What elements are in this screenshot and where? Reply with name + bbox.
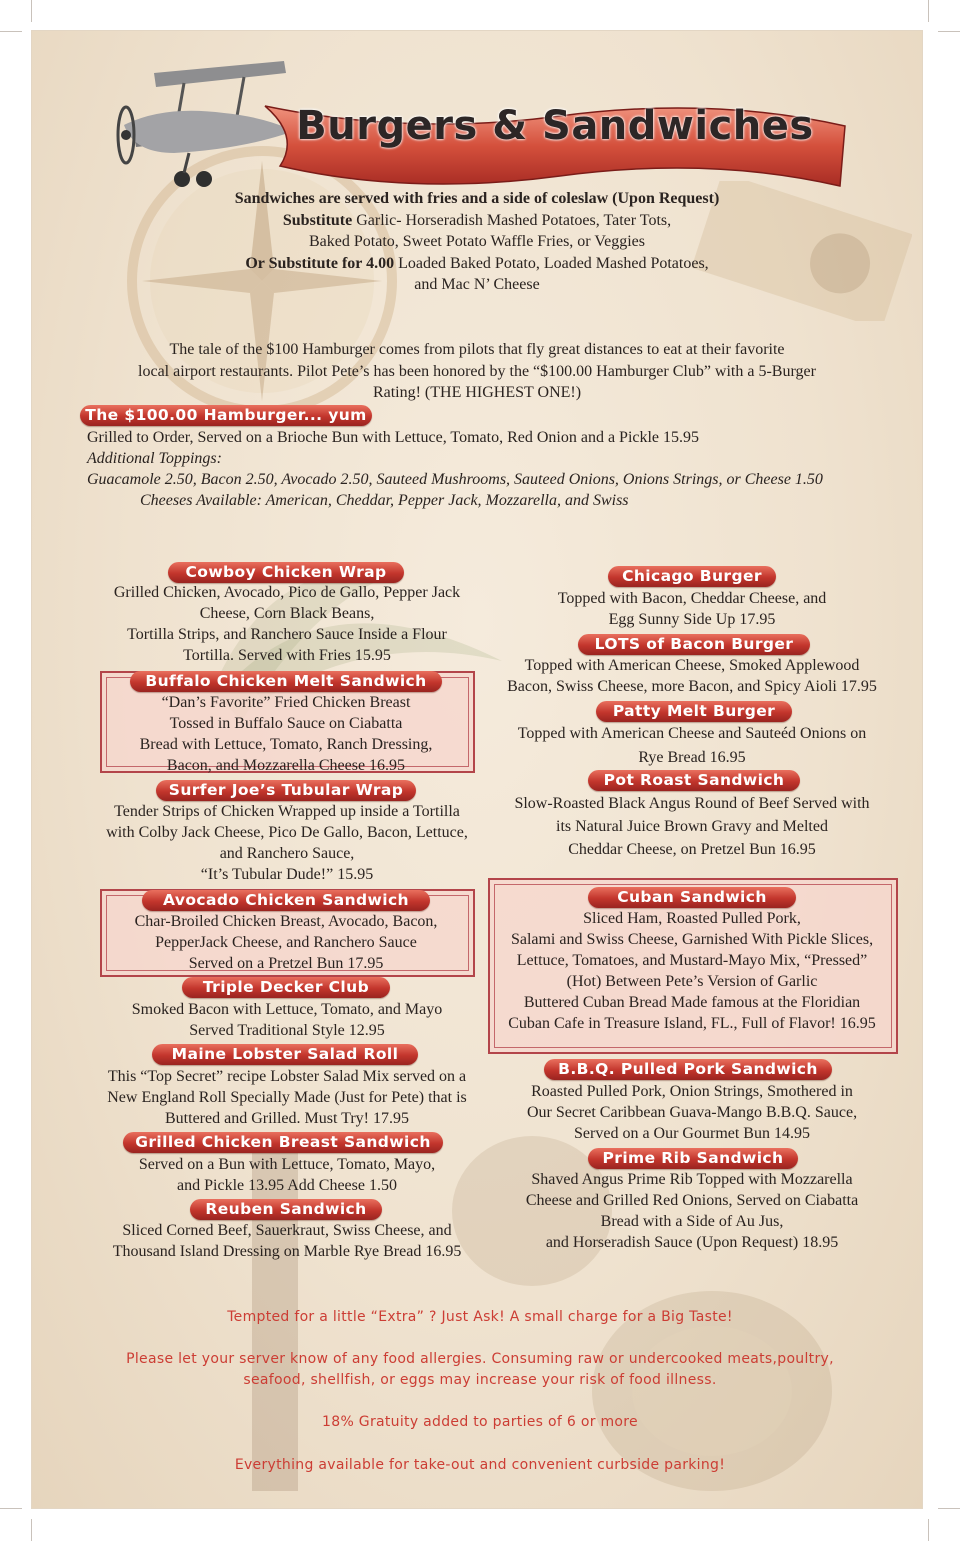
crop-mark	[0, 1508, 22, 1509]
item-desc	[492, 908, 892, 1034]
item-title: Avocado Chicken Sandwich	[142, 890, 430, 911]
story-line: The tale of the $100 Hamburger comes from pilots that fly great distances to eat at their favorite	[169, 341, 785, 358]
desc-line: with Colby Jack Cheese, Pico De Gallo, Bacon, Lettuce,	[106, 824, 468, 841]
item-desc	[82, 999, 492, 1041]
item-desc	[484, 588, 900, 630]
desc-line: Served on a Our Gourmet Bun 14.95	[574, 1125, 810, 1142]
desc-line: Buttered and Grilled. Must Try! 17.95	[165, 1110, 409, 1127]
allergy-note: Please let your server know of any food allergies. Consuming raw or undercooked meats,poultry,	[126, 1351, 834, 1367]
desc-line: Bread with a Side of Au Jus,	[600, 1213, 784, 1230]
item-title: Grilled Chicken Breast Sandwich	[123, 1132, 443, 1153]
desc-line: Bacon, and Mozzarella Cheese 16.95	[166, 757, 406, 774]
item-title: Reuben Sandwich	[190, 1199, 382, 1220]
desc-line: Tossed in Buffalo Sauce on Ciabatta	[169, 715, 403, 732]
story-text	[32, 339, 922, 404]
crop-mark	[938, 1508, 960, 1509]
intro-label: Or Substitute for 4.00	[245, 254, 395, 272]
desc-line: PepperJack Cheese, and Ranchero Sauce	[155, 934, 417, 951]
desc-line: Cheddar Cheese, on Pretzel Bun 16.95	[568, 841, 816, 858]
item-title: Cowboy Chicken Wrap	[168, 562, 404, 583]
item-title: Triple Decker Club	[182, 977, 390, 998]
desc-line: Topped with American Cheese, Smoked Applewood	[524, 657, 860, 674]
toppings-list: Guacamole 2.50, Bacon 2.50, Avocado 2.50, Sauteed Mushrooms, Sauteed Onions, Onions Strings, or Cheese 1.50	[87, 471, 823, 488]
desc-line: Rye Bread 16.95	[638, 749, 746, 766]
item-title: Pot Roast Sandwich	[588, 770, 800, 791]
crop-mark	[928, 1519, 929, 1541]
desc-line: Roasted Pulled Pork, Onion Strings, Smothered in	[531, 1083, 853, 1100]
desc-line: Served on a Bun with Lettuce, Tomato, Mayo,	[138, 1156, 436, 1173]
desc-line: Topped with American Cheese and Sauteéd Onions on	[517, 725, 867, 742]
intro-line: Loaded Baked Potato, Loaded Mashed Potatoes,	[394, 254, 709, 272]
desc-line: Buttered Cuban Bread Made famous at the Floridian	[523, 994, 861, 1011]
intro-label: Substitute	[282, 211, 353, 229]
desc-line: Sliced Ham, Roasted Pulled Pork,	[583, 910, 801, 927]
item-desc	[484, 1081, 900, 1144]
item-desc	[474, 655, 910, 697]
desc-line: Slow-Roasted Black Angus Round of Beef Served with	[514, 795, 870, 812]
page-title: Burgers & Sandwiches	[296, 103, 814, 149]
item-title: Patty Melt Burger	[596, 701, 792, 722]
story-line: Rating! (THE HIGHEST ONE!)	[372, 384, 582, 401]
desc-line: “It’s Tubular Dude!” 15.95	[200, 866, 374, 883]
gratuity-note: 18% Gratuity added to parties of 6 or more	[322, 1414, 638, 1430]
desc-line: and Ranchero Sauce,	[219, 845, 355, 862]
crop-mark	[31, 1519, 32, 1541]
item-title: B.B.Q. Pulled Pork Sandwich	[544, 1059, 832, 1080]
item-desc	[484, 1169, 900, 1253]
desc-line: Grilled Chicken, Avocado, Pico de Gallo, Pepper Jack	[113, 584, 461, 601]
desc-line: Our Secret Caribbean Guava-Mango B.B.Q. Sauce,	[526, 1104, 858, 1121]
desc-line: Lettuce, Tomatoes, and Mustard-Mayo Mix, “Pressed”	[516, 952, 868, 969]
item-title: Maine Lobster Salad Roll	[152, 1044, 418, 1065]
item-title: Cuban Sandwich	[588, 887, 796, 908]
desc-line: Egg Sunny Side Up 17.95	[608, 611, 776, 628]
desc-line: Served on a Pretzel Bun 17.95	[188, 955, 384, 972]
desc-line: Tortilla Strips, and Ranchero Sauce Inside a Flour	[127, 626, 447, 643]
crop-mark	[938, 31, 960, 32]
item-desc	[72, 801, 502, 885]
crop-mark	[0, 31, 22, 32]
intro-line: Sandwiches are served with fries and a side of coleslaw (Upon Request)	[234, 190, 720, 207]
item-title: Surfer Joe’s Tubular Wrap	[156, 780, 416, 801]
desc-line: its Natural Juice Brown Gravy and Melted	[556, 818, 828, 835]
desc-line: Served Traditional Style 12.95	[189, 1022, 385, 1039]
desc-line: This “Top Secret” recipe Lobster Salad Mix served on a	[107, 1068, 467, 1085]
intro-line: and Mac N’ Cheese	[414, 276, 540, 293]
item-title: Buffalo Chicken Melt Sandwich	[130, 671, 442, 692]
item-title: LOTS of Bacon Burger	[578, 634, 810, 655]
desc-line: Char-Broiled Chicken Breast, Avocado, Bacon,	[134, 913, 438, 930]
intro-text	[32, 188, 922, 296]
item-desc	[484, 722, 900, 770]
item-title: The $100.00 Hamburger... yum	[80, 405, 372, 426]
extra-note: Tempted for a little “Extra” ? Just Ask! A small charge for a Big Taste!	[227, 1309, 733, 1325]
crop-mark	[928, 0, 929, 22]
crop-mark	[31, 0, 32, 22]
desc-line: Salami and Swiss Cheese, Garnished With Pickle Slices,	[510, 931, 874, 948]
featured-desc: Grilled to Order, Served on a Brioche Bun with Lettuce, Tomato, Red Onion and a Pickle 15.95	[87, 429, 700, 446]
desc-line: Cuban Cafe in Treasure Island, FL., Full of Flavor! 16.95	[508, 1015, 876, 1032]
intro-line: Baked Potato, Sweet Potato Waffle Fries, or Veggies	[309, 233, 645, 250]
item-desc	[104, 692, 468, 776]
item-desc	[104, 911, 468, 974]
desc-line: Topped with Bacon, Cheddar Cheese, and	[557, 590, 827, 607]
desc-line: “Dan’s Favorite” Fried Chicken Breast	[161, 694, 411, 711]
desc-line: and Horseradish Sauce (Upon Request) 18.95	[545, 1234, 839, 1251]
takeout-note: Everything available for take-out and convenient curbside parking!	[234, 1457, 726, 1473]
desc-line: Smoked Bacon with Lettuce, Tomato, and Mayo	[131, 1001, 443, 1018]
desc-line: Cheese, Corn Black Beans,	[199, 605, 375, 622]
item-desc	[72, 1220, 502, 1262]
desc-line: (Hot) Between Pete’s Version of Garlic	[566, 973, 818, 990]
item-title: Chicago Burger	[608, 566, 776, 587]
desc-line: Tortilla. Served with Fries 15.95	[183, 647, 391, 664]
item-desc	[82, 1154, 492, 1196]
item-desc	[72, 1066, 502, 1129]
cheeses-list: Cheeses Available: American, Cheddar, Pepper Jack, Mozzarella, and Swiss	[140, 492, 629, 509]
desc-line: Bread with Lettuce, Tomato, Ranch Dressing,	[139, 736, 433, 753]
allergy-note: seafood, shellfish, or eggs may increase your risk of food illness.	[243, 1372, 717, 1388]
desc-line: Bacon, Swiss Cheese, more Bacon, and Spicy Aioli 17.95	[507, 678, 877, 695]
intro-line: Garlic- Horseradish Mashed Potatoes, Tater Tots,	[352, 211, 672, 229]
desc-line: New England Roll Specially Made (Just for Pete) that is	[107, 1089, 467, 1106]
desc-line: Sliced Corned Beef, Sauerkraut, Swiss Cheese, and	[122, 1222, 452, 1239]
story-line: local airport restaurants. Pilot Pete’s has been honored by the “$100.00 Hamburger Club” with a 5-Burger	[138, 362, 816, 380]
item-title: Prime Rib Sandwich	[588, 1148, 798, 1169]
toppings-label: Additional Toppings:	[87, 450, 222, 467]
desc-line: Thousand Island Dressing on Marble Rye Bread 16.95	[112, 1243, 462, 1260]
item-desc	[82, 582, 492, 666]
desc-line: Cheese and Grilled Red Onions, Served on Ciabatta	[525, 1192, 859, 1209]
item-desc	[484, 792, 900, 861]
desc-line: Shaved Angus Prime Rib Topped with Mozzarella	[531, 1171, 853, 1188]
desc-line: Tender Strips of Chicken Wrapped up inside a Tortilla	[114, 803, 460, 820]
menu-page	[32, 31, 922, 1508]
desc-line: and Pickle 13.95 Add Cheese 1.50	[177, 1177, 397, 1194]
